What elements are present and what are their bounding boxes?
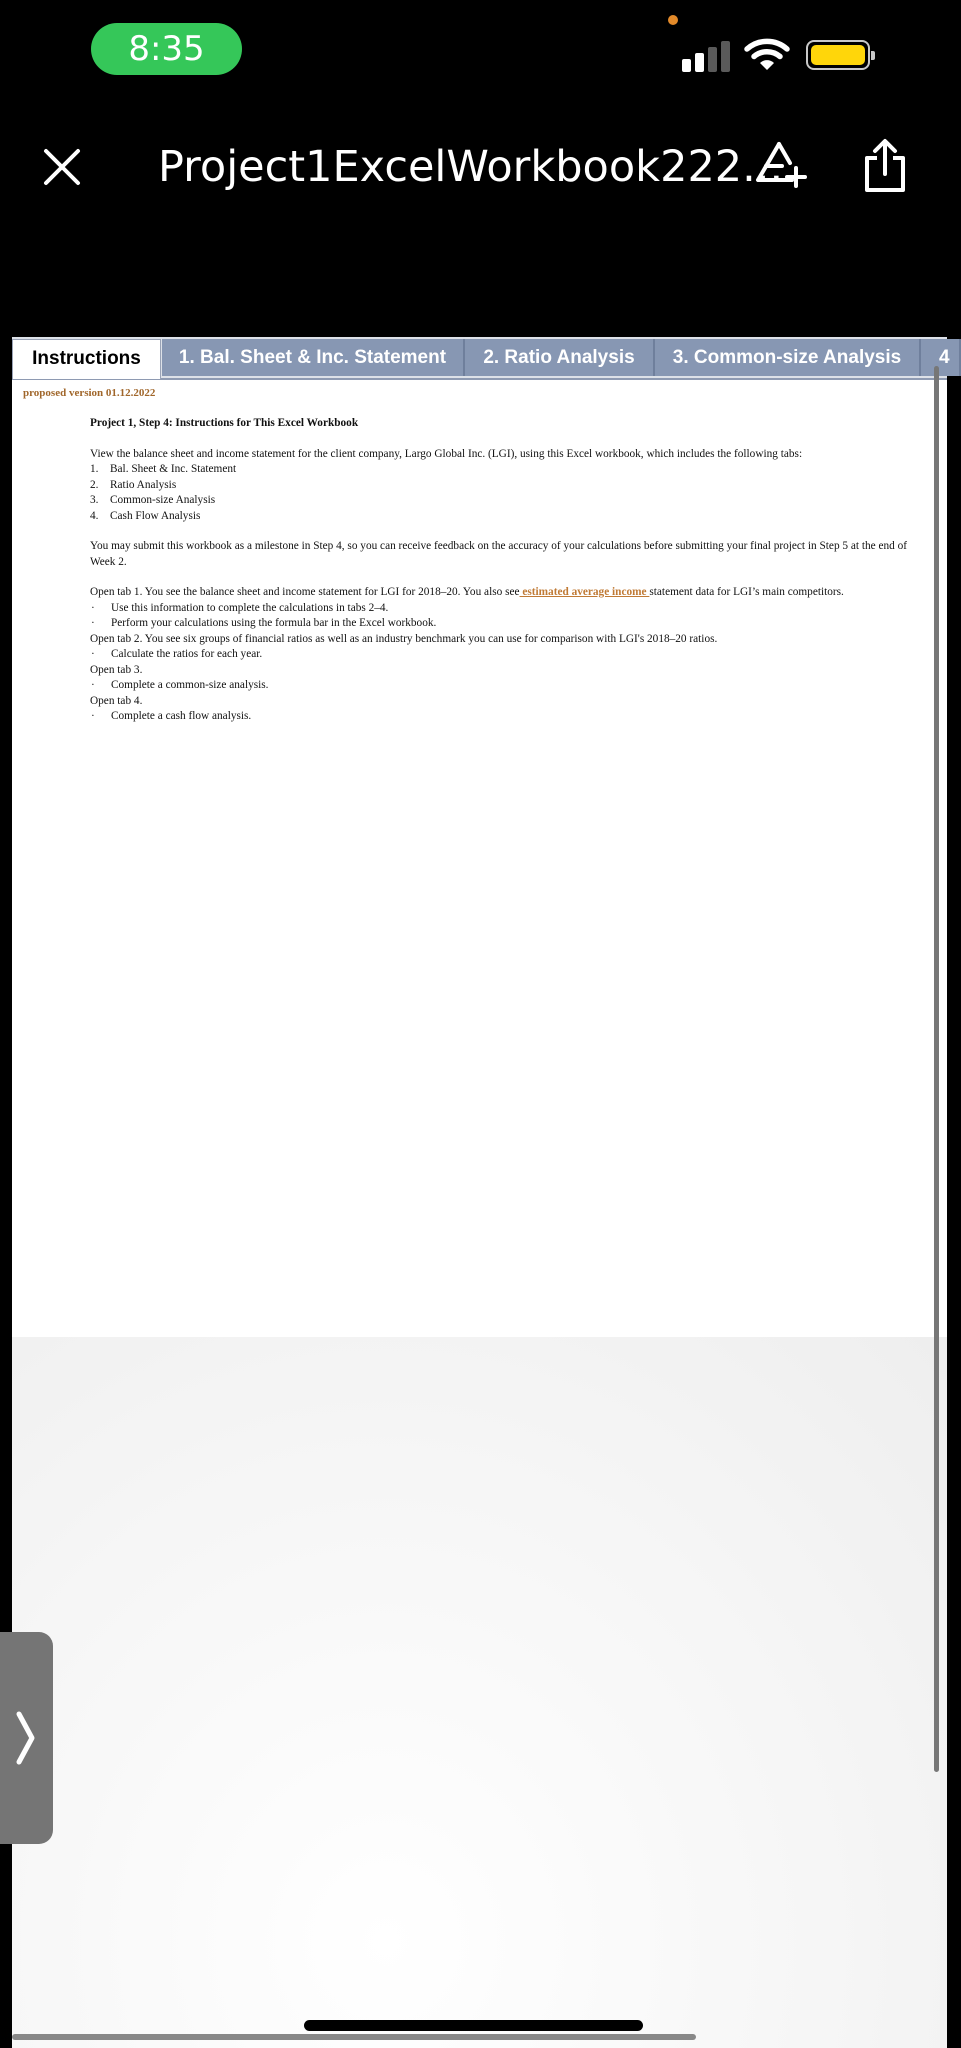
wifi-icon bbox=[744, 36, 790, 72]
list-item: · Complete a cash flow analysis. bbox=[91, 710, 252, 722]
spreadsheet-view[interactable] bbox=[12, 337, 950, 2048]
privacy-indicator-dot bbox=[668, 15, 678, 25]
horizontal-scrollbar[interactable] bbox=[12, 2034, 696, 2040]
share-icon[interactable] bbox=[862, 138, 908, 194]
home-indicator[interactable] bbox=[304, 2020, 643, 2031]
milestone-paragraph: You may submit this workbook as a milestone in Step 4, so you can receive feedback on the accuracy of your calculations before submitting your final project in Step 5 at the end of Week 2. bbox=[90, 540, 908, 568]
list-item: 4. Cash Flow Analysis bbox=[90, 509, 201, 522]
battery-icon bbox=[806, 40, 870, 70]
estimated-income-link[interactable]: estimated average income bbox=[519, 586, 650, 598]
tab-bal-sheet[interactable]: 1. Bal. Sheet & Inc. Statement bbox=[162, 339, 465, 376]
tab-common-size[interactable]: 3. Common-size Analysis bbox=[655, 339, 921, 376]
chevron-right-icon bbox=[0, 1632, 53, 1844]
tab-instructions[interactable]: Instructions bbox=[12, 339, 161, 379]
list-item: · Perform your calculations using the formula bar in the Excel workbook. bbox=[91, 617, 437, 629]
list-item: 2. Ratio Analysis bbox=[90, 478, 177, 491]
tab-ratio-analysis[interactable]: 2. Ratio Analysis bbox=[465, 339, 655, 376]
list-item: 1. Bal. Sheet & Inc. Statement bbox=[90, 463, 237, 475]
list-item: · Complete a common-size analysis. bbox=[91, 679, 269, 691]
cellular-signal-icon bbox=[682, 40, 732, 72]
tab1-paragraph: Open tab 1. You see the balance sheet and income statement for LGI for 2018–20. You also see estimated average income statement data for LGI’s main competitors. bbox=[90, 586, 844, 598]
status-time: 8:35 bbox=[91, 23, 242, 75]
list-item: · Use this information to complete the calculations in tabs 2–4. bbox=[91, 601, 389, 614]
instructions-heading: Project 1, Step 4: Instructions for This Excel Workbook bbox=[90, 417, 359, 429]
document-title: Project1ExcelWorkbook222... bbox=[158, 142, 784, 192]
sheet-tab-bar bbox=[12, 337, 950, 380]
tab-cash-flow[interactable]: 4 bbox=[921, 339, 961, 376]
tab4-paragraph: Open tab 4. bbox=[90, 694, 143, 707]
side-panel-handle[interactable] bbox=[0, 1632, 53, 1844]
intro-paragraph: View the balance sheet and income statement for the client company, Largo Global Inc. (LGI), using this Excel workbook, which includes the following tabs: bbox=[90, 447, 803, 460]
list-item: 3. Common-size Analysis bbox=[90, 494, 216, 506]
instructions-text bbox=[90, 416, 910, 725]
add-person-icon[interactable] bbox=[752, 140, 806, 190]
tab2-paragraph: Open tab 2. You see six groups of financial ratios as well as an industry benchmark you can use for comparison with LGI's 2018–20 ratios. bbox=[90, 632, 718, 645]
vertical-scrollbar[interactable] bbox=[934, 366, 939, 1772]
list-item: · Calculate the ratios for each year. bbox=[91, 648, 263, 660]
close-icon[interactable] bbox=[40, 145, 84, 189]
tab3-paragraph: Open tab 3. bbox=[90, 663, 143, 676]
version-note: proposed version 01.12.2022 bbox=[23, 387, 156, 399]
